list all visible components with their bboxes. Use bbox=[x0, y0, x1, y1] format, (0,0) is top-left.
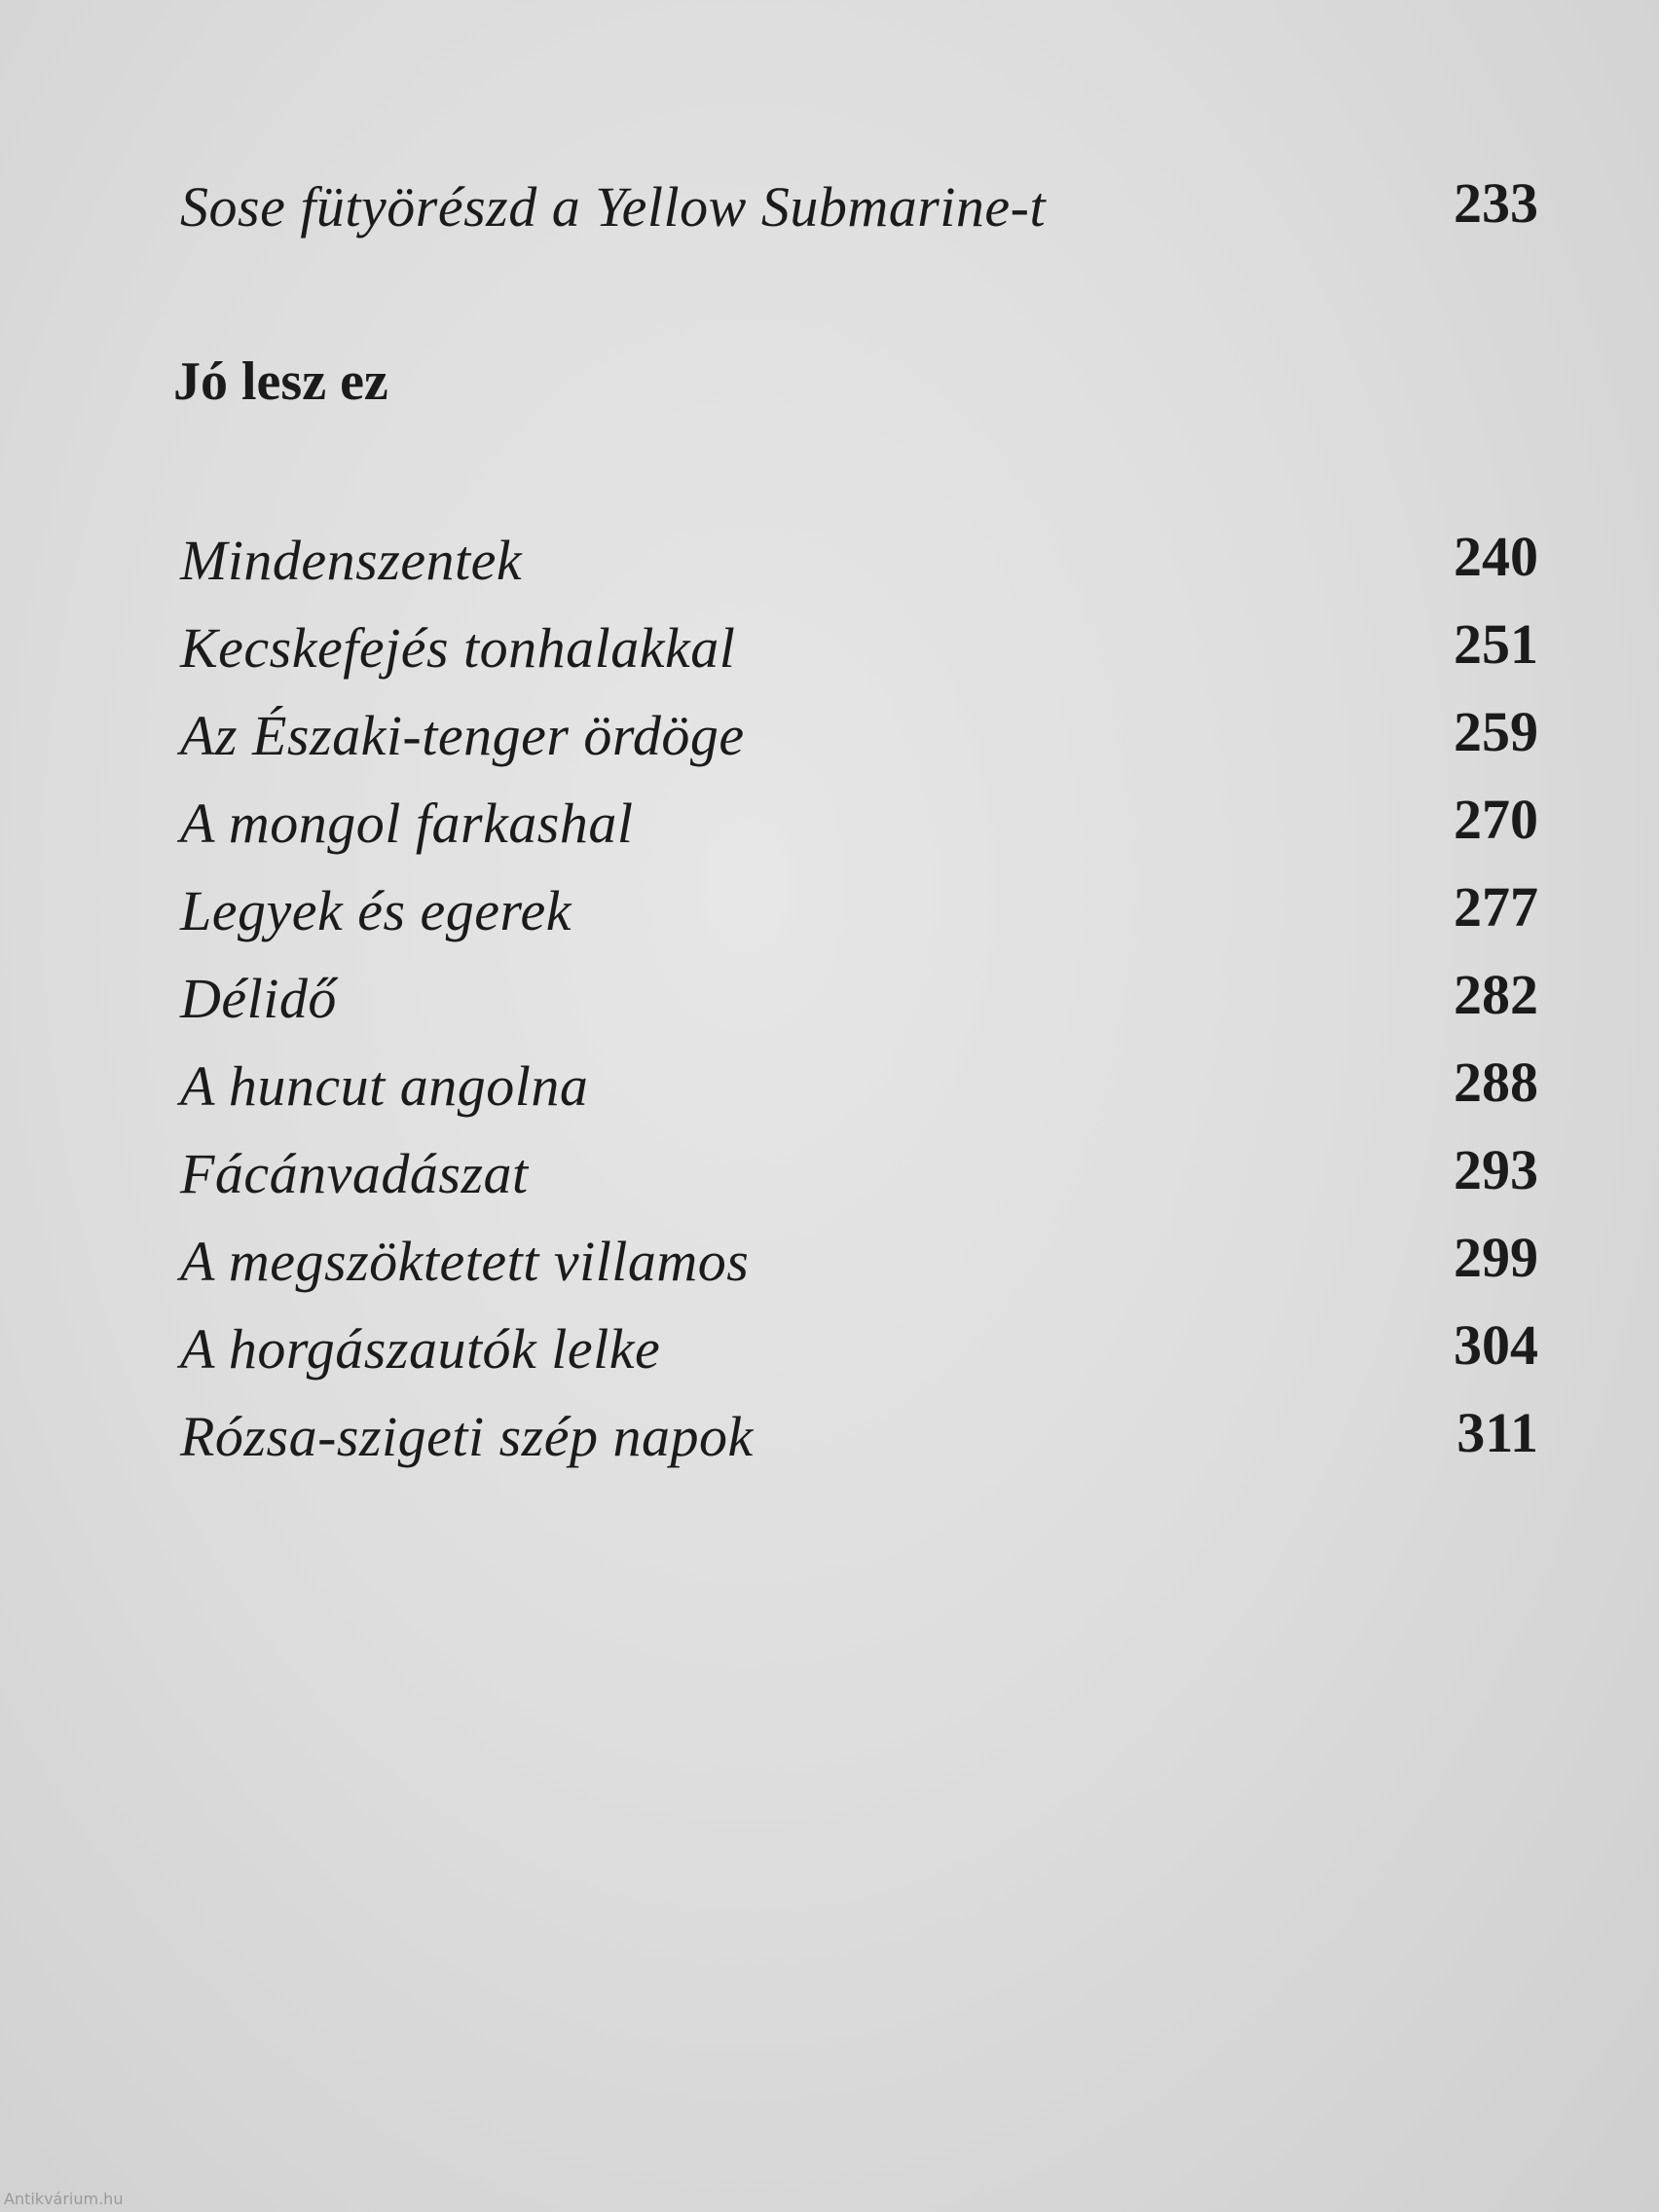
toc-entry-title: Sose fütyörészd a Yellow Submarine-t bbox=[180, 175, 1047, 239]
toc-entry bbox=[180, 1047, 1538, 1124]
toc-entry-page-number: 259 bbox=[1454, 700, 1538, 763]
toc-entry bbox=[180, 696, 1538, 774]
toc-entry-page-number: 299 bbox=[1454, 1226, 1538, 1289]
toc-entry bbox=[180, 959, 1538, 1037]
toc-entry-title: Kecskefejés tonhalakkal bbox=[180, 616, 736, 680]
toc-entry-title: Fácánvadászat bbox=[180, 1142, 529, 1205]
toc-entry-title: Délidő bbox=[180, 967, 337, 1030]
watermark: Antikvárium.hu bbox=[4, 2190, 124, 2208]
toc-entry-page-number: 288 bbox=[1454, 1051, 1538, 1114]
toc-entry-page-number: 304 bbox=[1454, 1313, 1538, 1377]
toc-entry-page-number: 293 bbox=[1454, 1138, 1538, 1201]
toc-entry-page-number: 282 bbox=[1454, 963, 1538, 1026]
toc-entry-title: A megszöktetett villamos bbox=[180, 1230, 750, 1293]
toc-entry-page-number: 277 bbox=[1454, 875, 1538, 939]
toc-entry-title: Mindenszentek bbox=[180, 529, 523, 592]
toc-entry bbox=[180, 784, 1538, 862]
toc-entry-top bbox=[180, 167, 1538, 245]
toc-entry-page-number: 270 bbox=[1454, 788, 1538, 851]
toc-entry bbox=[180, 608, 1538, 686]
toc-entry-page-number: 233 bbox=[1454, 171, 1538, 235]
toc-entry-title: Legyek és egerek bbox=[180, 879, 571, 942]
toc-entry-title: A mongol farkashal bbox=[180, 792, 634, 855]
toc-entry bbox=[180, 1134, 1538, 1212]
toc-entry-page-number: 311 bbox=[1456, 1401, 1538, 1464]
toc-entry-title: A huncut angolna bbox=[180, 1054, 589, 1118]
toc-entry bbox=[180, 521, 1538, 599]
toc-entry bbox=[180, 1397, 1538, 1475]
toc-entry-title: Rózsa-szigeti szép napok bbox=[180, 1405, 754, 1468]
section-heading: Jó lesz ez bbox=[173, 351, 388, 412]
toc-entry-page-number: 240 bbox=[1454, 525, 1538, 588]
toc-entry bbox=[180, 1222, 1538, 1300]
toc-entry-title: A horgászautók lelke bbox=[180, 1317, 661, 1381]
toc-entry bbox=[180, 1309, 1538, 1387]
toc-entry-title: Az Északi-tenger ördöge bbox=[180, 704, 745, 767]
toc-entry-page-number: 251 bbox=[1454, 612, 1538, 676]
toc-entry bbox=[180, 871, 1538, 949]
